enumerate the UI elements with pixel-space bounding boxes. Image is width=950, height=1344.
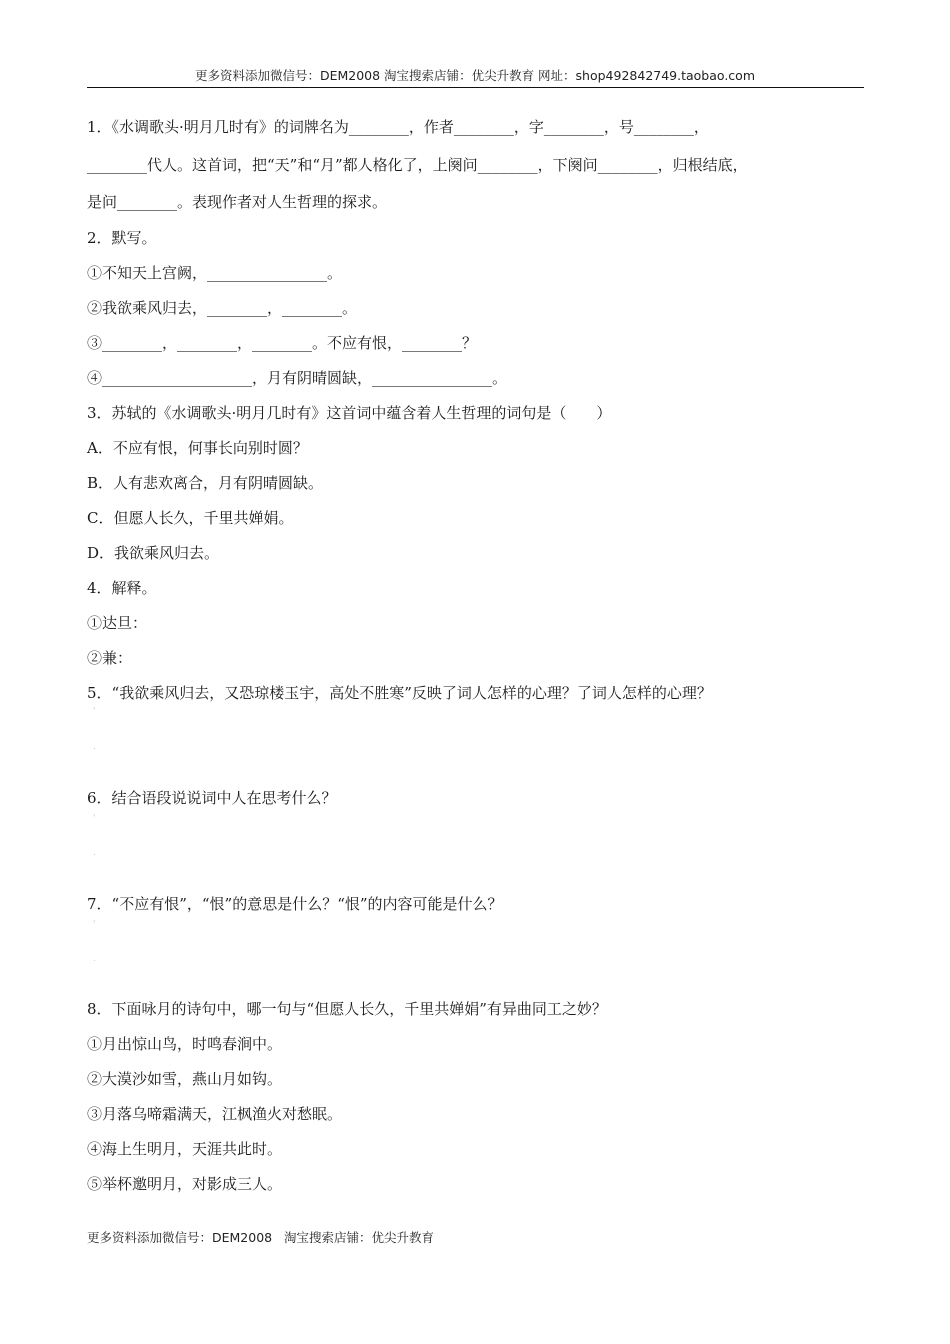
question-2-item-2: ②我欲乘风归去，________，________。	[87, 299, 358, 317]
question-5-title: 5．“我欲乘风归去，又恐琼楼玉宇，高处不胜寒”反映了词人怎样的心理？了词人怎样的心理？	[87, 684, 712, 702]
question-1-line-1: 1．《水调歌头·明月几时有》的词牌名为________，作者________，字________，号________，	[87, 118, 709, 136]
page-footer: 更多资料添加微信号：DEM2008 淘宝搜索店铺：优尖升教育	[87, 1230, 435, 1245]
question-8-item-2: ②大漠沙如雪，燕山月如钩。	[87, 1070, 283, 1088]
question-1-line-3: 是问________。表现作者对人生哲理的探求。	[87, 193, 388, 211]
question-2-item-3: ③________，________，________。不应有恨，________？	[87, 334, 478, 352]
question-8-title: 8．下面咏月的诗句中，哪一句与“但愿人长久，千里共婵娟”有异曲同工之妙？	[87, 1000, 607, 1018]
question-8-item-5: ⑤举杯邀明月，对影成三人。	[87, 1175, 283, 1193]
question-8-item-1: ①月出惊山鸟，时鸣春涧中。	[87, 1035, 283, 1053]
answer-space-mark: .	[93, 742, 96, 752]
question-8-item-4: ④海上生明月，天涯共此时。	[87, 1140, 283, 1158]
question-3-title: 3．苏轼的《水调歌头·明月几时有》这首词中蕴含着人生哲理的词句是（ ）	[87, 404, 612, 422]
page-header: 更多资料添加微信号：DEM2008 淘宝搜索店铺：优尖升教育 网址：shop492842749.taobao.com	[194, 68, 756, 83]
header-rule	[87, 87, 864, 88]
question-3-option-d: D．我欲乘风归去。	[87, 544, 220, 562]
question-3-option-b: B．人有悲欢离合，月有阴晴圆缺。	[87, 474, 324, 492]
answer-space-mark: '	[93, 920, 96, 930]
answer-space-mark: .	[93, 848, 96, 858]
question-2-item-4: ④____________________，月有阴晴圆缺，________________。	[87, 369, 508, 387]
question-7-title: 7．“不应有恨”，“恨”的意思是什么？“恨”的内容可能是什么？	[87, 895, 503, 913]
question-1-line-2: ________代人。这首词，把“天”和“月”都人格化了，上阕问________，下阕问________，归根结底，	[87, 156, 748, 174]
question-2-title: 2．默写。	[87, 229, 157, 247]
answer-space-mark: '	[93, 814, 96, 824]
answer-space-mark: .	[93, 954, 96, 964]
question-4-item-1: ①达旦：	[87, 614, 148, 632]
question-4-item-2: ②兼：	[87, 649, 133, 667]
question-4-title: 4．解释。	[87, 579, 157, 597]
question-2-item-1: ①不知天上宫阙，________________。	[87, 264, 343, 282]
question-3-option-a: A．不应有恨，何事长向别时圆？	[87, 439, 308, 457]
question-3-option-c: C．但愿人长久，千里共婵娟。	[87, 509, 294, 527]
question-8-item-3: ③月落乌啼霜满天，江枫渔火对愁眠。	[87, 1105, 343, 1123]
answer-space-mark: '	[93, 707, 96, 717]
question-6-title: 6．结合语段说说词中人在思考什么？	[87, 789, 337, 807]
